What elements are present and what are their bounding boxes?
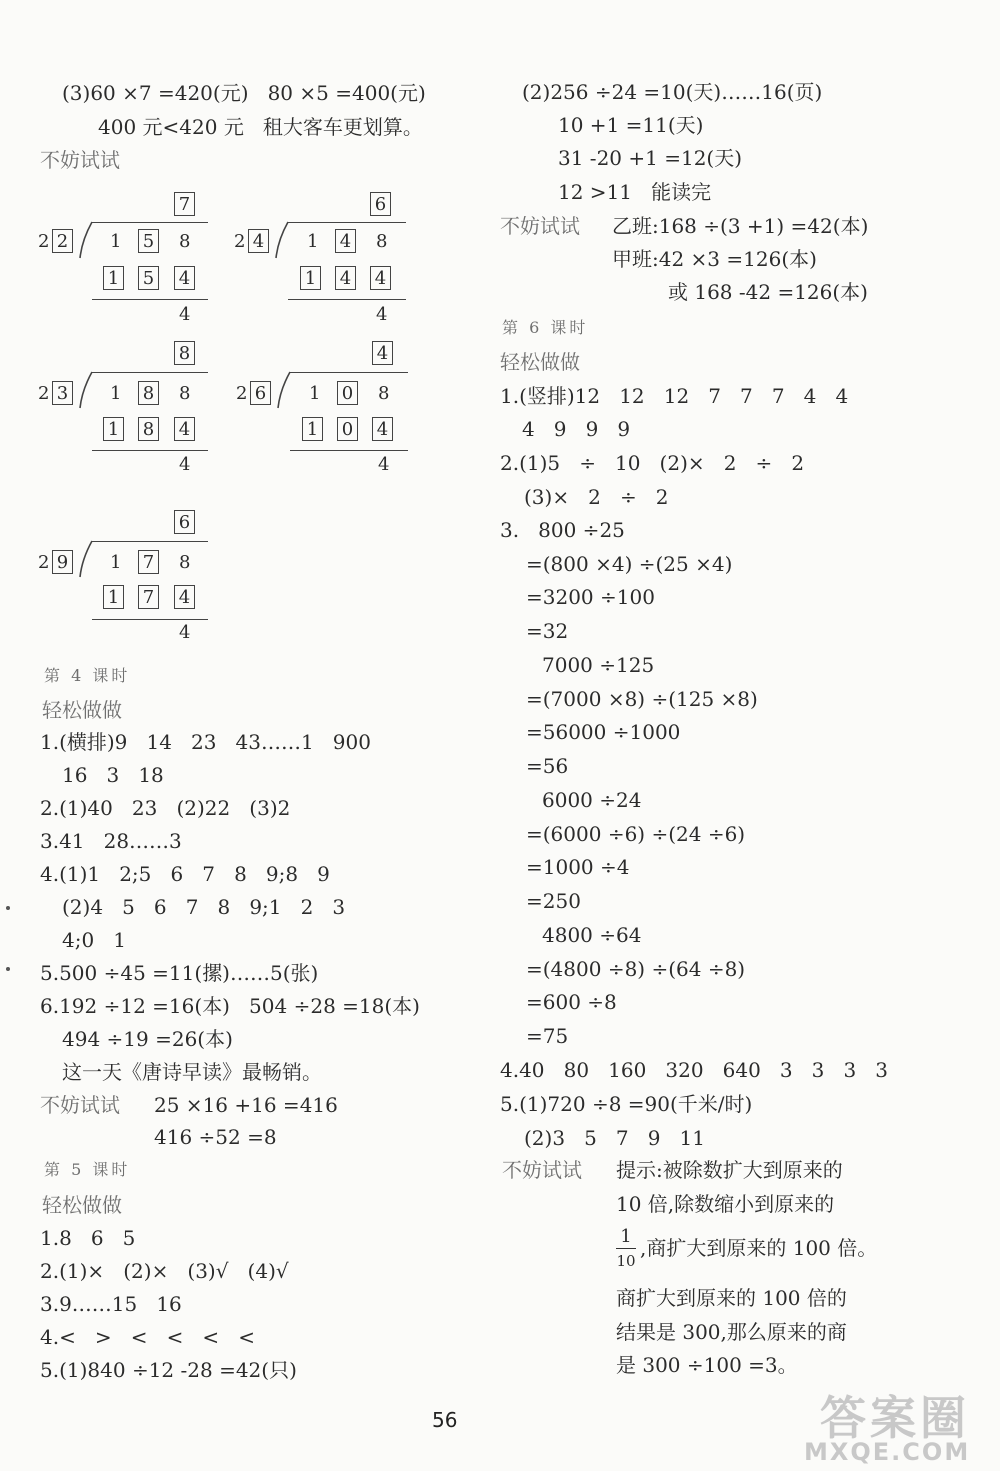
dividend-digit: 1 [110,383,122,404]
subtraction-line [288,299,406,300]
division-bracket [276,370,292,410]
answer-line: 10 +1 =11(天) [558,113,704,137]
answer-line: 31 -20 +1 =12(天) [558,146,743,170]
hint-line: 10 倍,除数缩小到原来的 [616,1192,835,1216]
answer-line: =75 [526,1024,569,1048]
answer-line: 3.41 28……3 [40,829,182,853]
section-heading: 不妨试试 [502,1158,582,1182]
answer-line: 2.(1)× (2)× (3)√ (4)√ [40,1259,289,1283]
dividend-box: 5 [138,229,159,253]
dividend-digit: 8 [179,231,191,252]
answer-line: 这一天《唐诗早读》最畅销。 [62,1060,322,1084]
margin-dot [6,967,10,971]
dividend-digit: 1 [110,552,122,573]
dividend-digit: 8 [179,383,191,404]
product-box: 1 [103,417,124,441]
answer-line: 1.8 6 5 [40,1226,136,1250]
hint-line: 结果是 300,那么原来的商 [616,1320,847,1344]
lesson-heading: 第 4 课时 [44,666,131,685]
subtraction-line [92,619,208,620]
answer-line: 2.(1)40 23 (2)22 (3)2 [40,796,291,820]
remainder-digit: 4 [179,304,191,325]
division-bar [290,372,408,373]
divisor-digit: 2 [38,231,50,252]
product-box: 4 [335,266,356,290]
answer-line: 494 ÷19 =26(本) [62,1027,233,1051]
answer-line: =56000 ÷1000 [526,720,681,744]
dividend-box: 7 [138,550,159,574]
answer-line: =(800 ×4) ÷(25 ×4) [526,552,733,576]
dividend-box: 8 [138,381,159,405]
divisor-digit: 2 [236,383,248,404]
lesson-heading: 第 5 课时 [44,1160,131,1179]
subtraction-line [92,299,208,300]
product-box: 1 [300,266,321,290]
division-bar [92,541,208,542]
answer-line: (3)60 ×7 =420(元) 80 ×5 =400(元) [62,81,426,105]
division-bracket [274,220,290,260]
dividend-digit: 8 [179,552,191,573]
product-box: 8 [138,417,159,441]
dividend-digit: 1 [110,231,122,252]
dividend-box: 4 [335,229,356,253]
answer-line: 400 元<420 元 租大客车更划算。 [98,115,423,139]
answer-line: 416 ÷52 =8 [154,1125,277,1149]
product-box: 1 [103,266,124,290]
subtraction-line [290,450,408,451]
answer-line: =3200 ÷100 [526,585,655,609]
section-heading: 轻松做做 [500,350,580,374]
fraction-numerator: 1 [620,1226,632,1247]
answer-line: (2)256 ÷24 =10(天)……16(页) [522,80,823,104]
answer-line: (2)4 5 6 7 8 9;1 2 3 [62,895,346,919]
division-bracket [78,370,94,410]
remainder-digit: 4 [378,454,390,475]
page-number: 56 [432,1408,458,1432]
section-heading: 不妨试试 [40,148,120,172]
answer-line: 4 9 9 9 [522,417,631,441]
product-box: 4 [174,585,195,609]
remainder-digit: 4 [179,622,191,643]
fraction-bar [616,1248,636,1249]
watermark-logo: 答案圈 [820,1391,970,1445]
remainder-digit: 4 [179,454,191,475]
quotient-box: 6 [370,192,391,216]
divisor-box: 4 [248,229,269,253]
answer-line: =600 ÷8 [526,990,617,1014]
product-box: 1 [302,417,323,441]
answer-line: 4.(1)1 2;5 6 7 8 9;8 9 [40,862,330,886]
answer-line: =(7000 ×8) ÷(125 ×8) [526,687,758,711]
answer-line: 6.192 ÷12 =16(本) 504 ÷28 =18(本) [40,994,420,1018]
divisor-box: 6 [250,381,271,405]
hint-line: ,商扩大到原来的 100 倍。 [640,1236,878,1260]
quotient-box: 4 [372,341,393,365]
answer-line: =56 [526,754,569,778]
answer-line: 3.9……15 16 [40,1292,182,1316]
section-heading: 轻松做做 [42,1193,122,1217]
hint-line: 提示:被除数扩大到原来的 [616,1158,843,1182]
dividend-digit: 8 [376,231,388,252]
remainder-digit: 4 [376,304,388,325]
divisor-box: 9 [52,550,73,574]
dividend-box: 0 [337,381,358,405]
answer-line: =32 [526,619,569,643]
answer-line: =1000 ÷4 [526,855,630,879]
answer-line: =250 [526,889,581,913]
answer-line: (3)× 2 ÷ 2 [524,485,669,509]
answer-line: 2.(1)5 ÷ 10 (2)× 2 ÷ 2 [500,451,805,475]
divisor-box: 3 [52,381,73,405]
product-box: 7 [138,585,159,609]
answer-line: 12 >11 能读完 [558,180,712,204]
answer-line: 5.500 ÷45 =11(摞)……5(张) [40,961,319,985]
answer-line: 4800 ÷64 [542,923,642,947]
answer-line: 甲班:42 ×3 =126(本) [612,247,817,271]
answer-line: 4;0 1 [62,928,126,952]
divisor-box: 2 [52,229,73,253]
fraction-denominator: 10 [616,1252,636,1270]
hint-line: 商扩大到原来的 100 倍的 [616,1286,847,1310]
dividend-digit: 1 [309,383,321,404]
product-box: 4 [174,266,195,290]
division-bracket [78,539,94,579]
division-bar [92,222,208,223]
answer-line: 乙班:168 ÷(3 +1) =42(本) [612,214,869,238]
margin-dot [6,906,10,910]
section-heading: 不妨试试 [500,214,580,238]
answer-line: 3. 800 ÷25 [500,518,625,542]
division-bar [92,372,208,373]
product-box: 1 [103,585,124,609]
divisor-digit: 2 [38,552,50,573]
dividend-digit: 1 [307,231,319,252]
subtraction-line [92,450,208,451]
product-box: 4 [372,417,393,441]
product-box: 0 [337,417,358,441]
section-heading: 不妨试试 [40,1093,120,1117]
section-heading: 轻松做做 [42,698,122,722]
lesson-heading: 第 6 课时 [502,318,589,337]
division-bar [288,222,406,223]
answer-line: =(6000 ÷6) ÷(24 ÷6) [526,822,746,846]
divisor-digit: 2 [234,231,246,252]
answer-line: 1.(横排)9 14 23 43……1 900 [40,730,371,754]
answer-line: 4.< > < < < < [40,1325,255,1349]
quotient-box: 6 [174,510,195,534]
answer-line: 1.(竖排)12 12 12 7 7 7 4 4 [500,384,849,408]
quotient-box: 8 [174,341,195,365]
quotient-box: 7 [174,192,195,216]
dividend-digit: 8 [378,383,390,404]
answer-line: 5.(1)720 ÷8 =90(千米/时) [500,1092,753,1116]
answer-line: 4.40 80 160 320 640 3 3 3 3 [500,1058,888,1082]
watermark-url: MXQE.COM [804,1438,971,1466]
answer-line: 6000 ÷24 [542,788,642,812]
answer-line: 25 ×16 +16 =416 [154,1093,338,1117]
answer-line: 7000 ÷125 [542,653,655,677]
divisor-digit: 2 [38,383,50,404]
answer-line: 或 168 -42 =126(本) [668,280,868,304]
answer-line: 16 3 18 [62,763,164,787]
division-bracket [78,220,94,260]
answer-line: =(4800 ÷8) ÷(64 ÷8) [526,957,746,981]
product-box: 4 [174,417,195,441]
hint-line: 是 300 ÷100 =3。 [616,1353,798,1377]
answer-line: 5.(1)840 ÷12 -28 =42(只) [40,1358,297,1382]
product-box: 4 [370,266,391,290]
answer-line: (2)3 5 7 9 11 [524,1126,705,1150]
product-box: 5 [138,266,159,290]
